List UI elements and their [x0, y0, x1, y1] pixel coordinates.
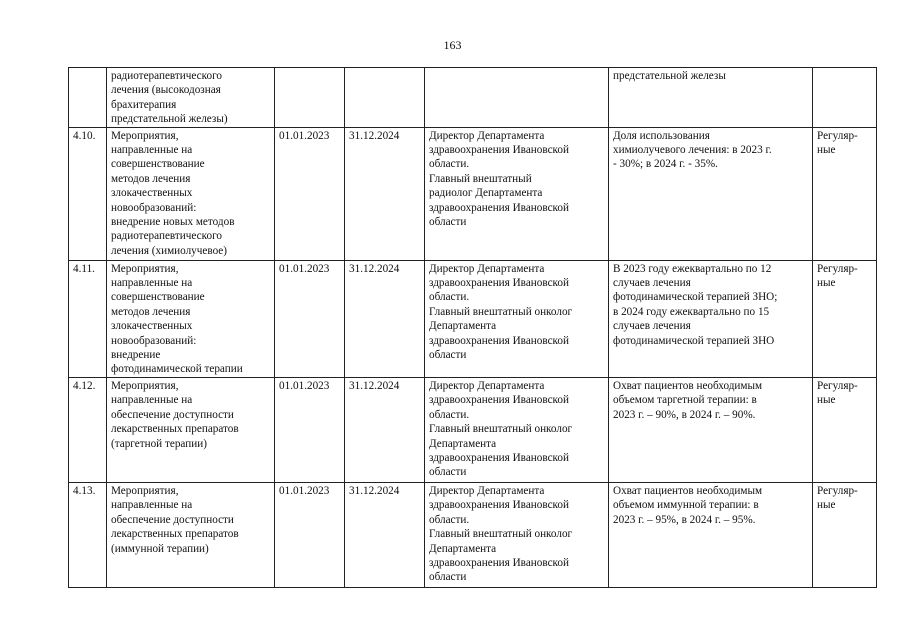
- indicator-cell: [609, 482, 813, 587]
- cell-line: области.: [429, 158, 470, 171]
- cell-line: здравоохранения Ивановской: [429, 556, 569, 569]
- cell-line: Главный внештатный онколог: [429, 528, 573, 541]
- cell-line: Регуляр-: [817, 379, 858, 392]
- cell-line: злокачественных: [111, 320, 193, 333]
- cell-line: Департамента: [429, 320, 497, 333]
- cell-text: 31.12.2024: [349, 129, 400, 142]
- table-row: [69, 482, 877, 587]
- cell-line: злокачественных: [111, 187, 193, 200]
- table-row: [69, 127, 877, 260]
- cell-line: совершенствование: [111, 158, 205, 171]
- cell-text: 01.01.2023: [279, 379, 330, 392]
- cell-line: методов лечения: [111, 172, 191, 185]
- responsible-cell: [425, 377, 609, 482]
- cell-line: Доля использования: [613, 129, 710, 142]
- measure-cell: [107, 68, 275, 128]
- cell-text: 01.01.2023: [279, 262, 330, 275]
- cell-line: Главный внештатный онколог: [429, 423, 573, 436]
- periodicity-cell: [813, 377, 877, 482]
- end-date-cell: [345, 377, 425, 482]
- cell-line: Мероприятия,: [111, 379, 179, 392]
- end-date-cell: [345, 260, 425, 377]
- cell-line: (таргетной терапии): [111, 437, 207, 450]
- cell-line: здравоохранения Ивановской: [429, 451, 569, 464]
- start-date-cell: [275, 377, 345, 482]
- cell-text: 31.12.2024: [349, 484, 400, 497]
- cell-line: радиолог Департамента: [429, 187, 543, 200]
- cell-line: Охват пациентов необходимым: [613, 379, 763, 392]
- cell-line: ные: [817, 394, 836, 407]
- responsible-cell: [425, 482, 609, 587]
- measure-cell: [107, 377, 275, 482]
- cell-line: области.: [429, 513, 470, 526]
- cell-line: фотодинамической терапией ЗНО;: [613, 291, 778, 304]
- cell-line: радиотерапевтического: [111, 70, 222, 82]
- cell-line: Мероприятия,: [111, 129, 179, 142]
- cell-line: объемом иммунной терапии: в: [613, 499, 759, 512]
- cell-line: брахитерапия: [111, 98, 177, 111]
- responsible-cell: [425, 68, 609, 128]
- cell-line: обеспечение доступности: [111, 408, 234, 421]
- cell-line: совершенствование: [111, 291, 205, 304]
- cell-line: Мероприятия,: [111, 262, 179, 275]
- measure-cell: [107, 260, 275, 377]
- periodicity-cell: [813, 127, 877, 260]
- measures-table: [68, 67, 877, 588]
- cell-line: области: [429, 216, 467, 229]
- cell-line: радиотерапевтического: [111, 230, 222, 243]
- cell-line: Главный внештатный: [429, 172, 532, 185]
- row-number-cell: [69, 127, 107, 260]
- cell-line: направленные на: [111, 394, 193, 407]
- cell-line: здравоохранения Ивановской: [429, 499, 569, 512]
- cell-line: здравоохранения Ивановской: [429, 144, 569, 157]
- page-number: 163: [443, 38, 462, 52]
- cell-line: фотодинамической терапией ЗНО: [613, 334, 775, 347]
- cell-text: 4.13.: [73, 484, 96, 497]
- cell-text: 4.10.: [73, 129, 96, 142]
- cell-line: ные: [817, 144, 836, 157]
- periodicity-cell: [813, 260, 877, 377]
- cell-line: области: [429, 349, 467, 362]
- start-date-cell: [275, 482, 345, 587]
- cell-line: направленные на: [111, 499, 193, 512]
- row-number-cell: [69, 68, 107, 128]
- cell-line: здравоохранения Ивановской: [429, 277, 569, 290]
- table-row: [69, 260, 877, 377]
- cell-line: ные: [817, 499, 836, 512]
- table-row: [69, 68, 877, 128]
- cell-line: Регуляр-: [817, 129, 858, 142]
- cell-line: фотодинамической терапии: [111, 363, 243, 376]
- row-number-cell: [69, 482, 107, 587]
- measure-cell: [107, 127, 275, 260]
- cell-text: 4.12.: [73, 379, 96, 392]
- start-date-cell: [275, 68, 345, 128]
- cell-line: предстательной железы): [111, 113, 228, 126]
- cell-line: Мероприятия,: [111, 484, 179, 497]
- indicator-cell: [609, 68, 813, 128]
- row-number-cell: [69, 260, 107, 377]
- table-row: [69, 377, 877, 482]
- cell-line: здравоохранения Ивановской: [429, 201, 569, 214]
- cell-line: 2023 г. – 90%, в 2024 г. – 90%.: [613, 408, 756, 421]
- start-date-cell: [275, 260, 345, 377]
- cell-line: Регуляр-: [817, 484, 858, 497]
- cell-line: обеспечение доступности: [111, 513, 234, 526]
- end-date-cell: [345, 127, 425, 260]
- indicator-cell: [609, 127, 813, 260]
- cell-text: 4.11.: [73, 262, 95, 275]
- table-body: [69, 68, 877, 588]
- cell-line: области: [429, 466, 467, 479]
- cell-line: области: [429, 571, 467, 584]
- end-date-cell: [345, 482, 425, 587]
- cell-line: химиолучевого лечения: в 2023 г.: [613, 144, 772, 157]
- cell-line: направленные на: [111, 144, 193, 157]
- cell-line: Главный внештатный онколог: [429, 305, 573, 318]
- start-date-cell: [275, 127, 345, 260]
- cell-line: Департамента: [429, 437, 497, 450]
- cell-line: лечения (высокодозная: [111, 84, 221, 97]
- periodicity-cell: [813, 482, 877, 587]
- cell-line: В 2023 году ежеквартально по 12: [613, 262, 772, 275]
- indicator-cell: [609, 377, 813, 482]
- cell-line: Директор Департамента: [429, 379, 545, 392]
- indicator-cell: [609, 260, 813, 377]
- cell-line: предстательной железы: [613, 70, 726, 82]
- cell-line: случаев лечения: [613, 320, 691, 333]
- cell-line: объемом таргетной терапии: в: [613, 394, 757, 407]
- cell-line: области.: [429, 291, 470, 304]
- responsible-cell: [425, 260, 609, 377]
- cell-line: Директор Департамента: [429, 262, 545, 275]
- row-number-cell: [69, 377, 107, 482]
- cell-text: 31.12.2024: [349, 379, 400, 392]
- cell-line: в 2024 году ежеквартально по 15: [613, 305, 770, 318]
- cell-line: здравоохранения Ивановской: [429, 394, 569, 407]
- cell-line: методов лечения: [111, 305, 191, 318]
- cell-line: внедрение: [111, 349, 161, 362]
- cell-line: Директор Департамента: [429, 129, 545, 142]
- cell-line: Департамента: [429, 542, 497, 555]
- cell-line: направленные на: [111, 277, 193, 290]
- measure-cell: [107, 482, 275, 587]
- cell-line: здравоохранения Ивановской: [429, 334, 569, 347]
- cell-line: новообразований:: [111, 334, 197, 347]
- cell-line: лечения (химиолучевое): [111, 244, 227, 257]
- responsible-cell: [425, 127, 609, 260]
- cell-line: новообразований:: [111, 201, 197, 214]
- periodicity-cell: [813, 68, 877, 128]
- cell-line: 2023 г. – 95%, в 2024 г. – 95%.: [613, 513, 756, 526]
- cell-line: Директор Департамента: [429, 484, 545, 497]
- cell-line: случаев лечения: [613, 277, 691, 290]
- end-date-cell: [345, 68, 425, 128]
- cell-text: 01.01.2023: [279, 484, 330, 497]
- cell-text: 01.01.2023: [279, 129, 330, 142]
- cell-line: внедрение новых методов: [111, 216, 235, 229]
- cell-line: Охват пациентов необходимым: [613, 484, 763, 497]
- cell-line: лекарственных препаратов: [111, 423, 239, 436]
- cell-line: Регуляр-: [817, 262, 858, 275]
- cell-line: лекарственных препаратов: [111, 528, 239, 541]
- cell-line: (иммунной терапии): [111, 542, 209, 555]
- cell-text: 31.12.2024: [349, 262, 400, 275]
- cell-line: ные: [817, 277, 836, 290]
- cell-line: - 30%; в 2024 г. - 35%.: [613, 158, 718, 171]
- cell-line: области.: [429, 408, 470, 421]
